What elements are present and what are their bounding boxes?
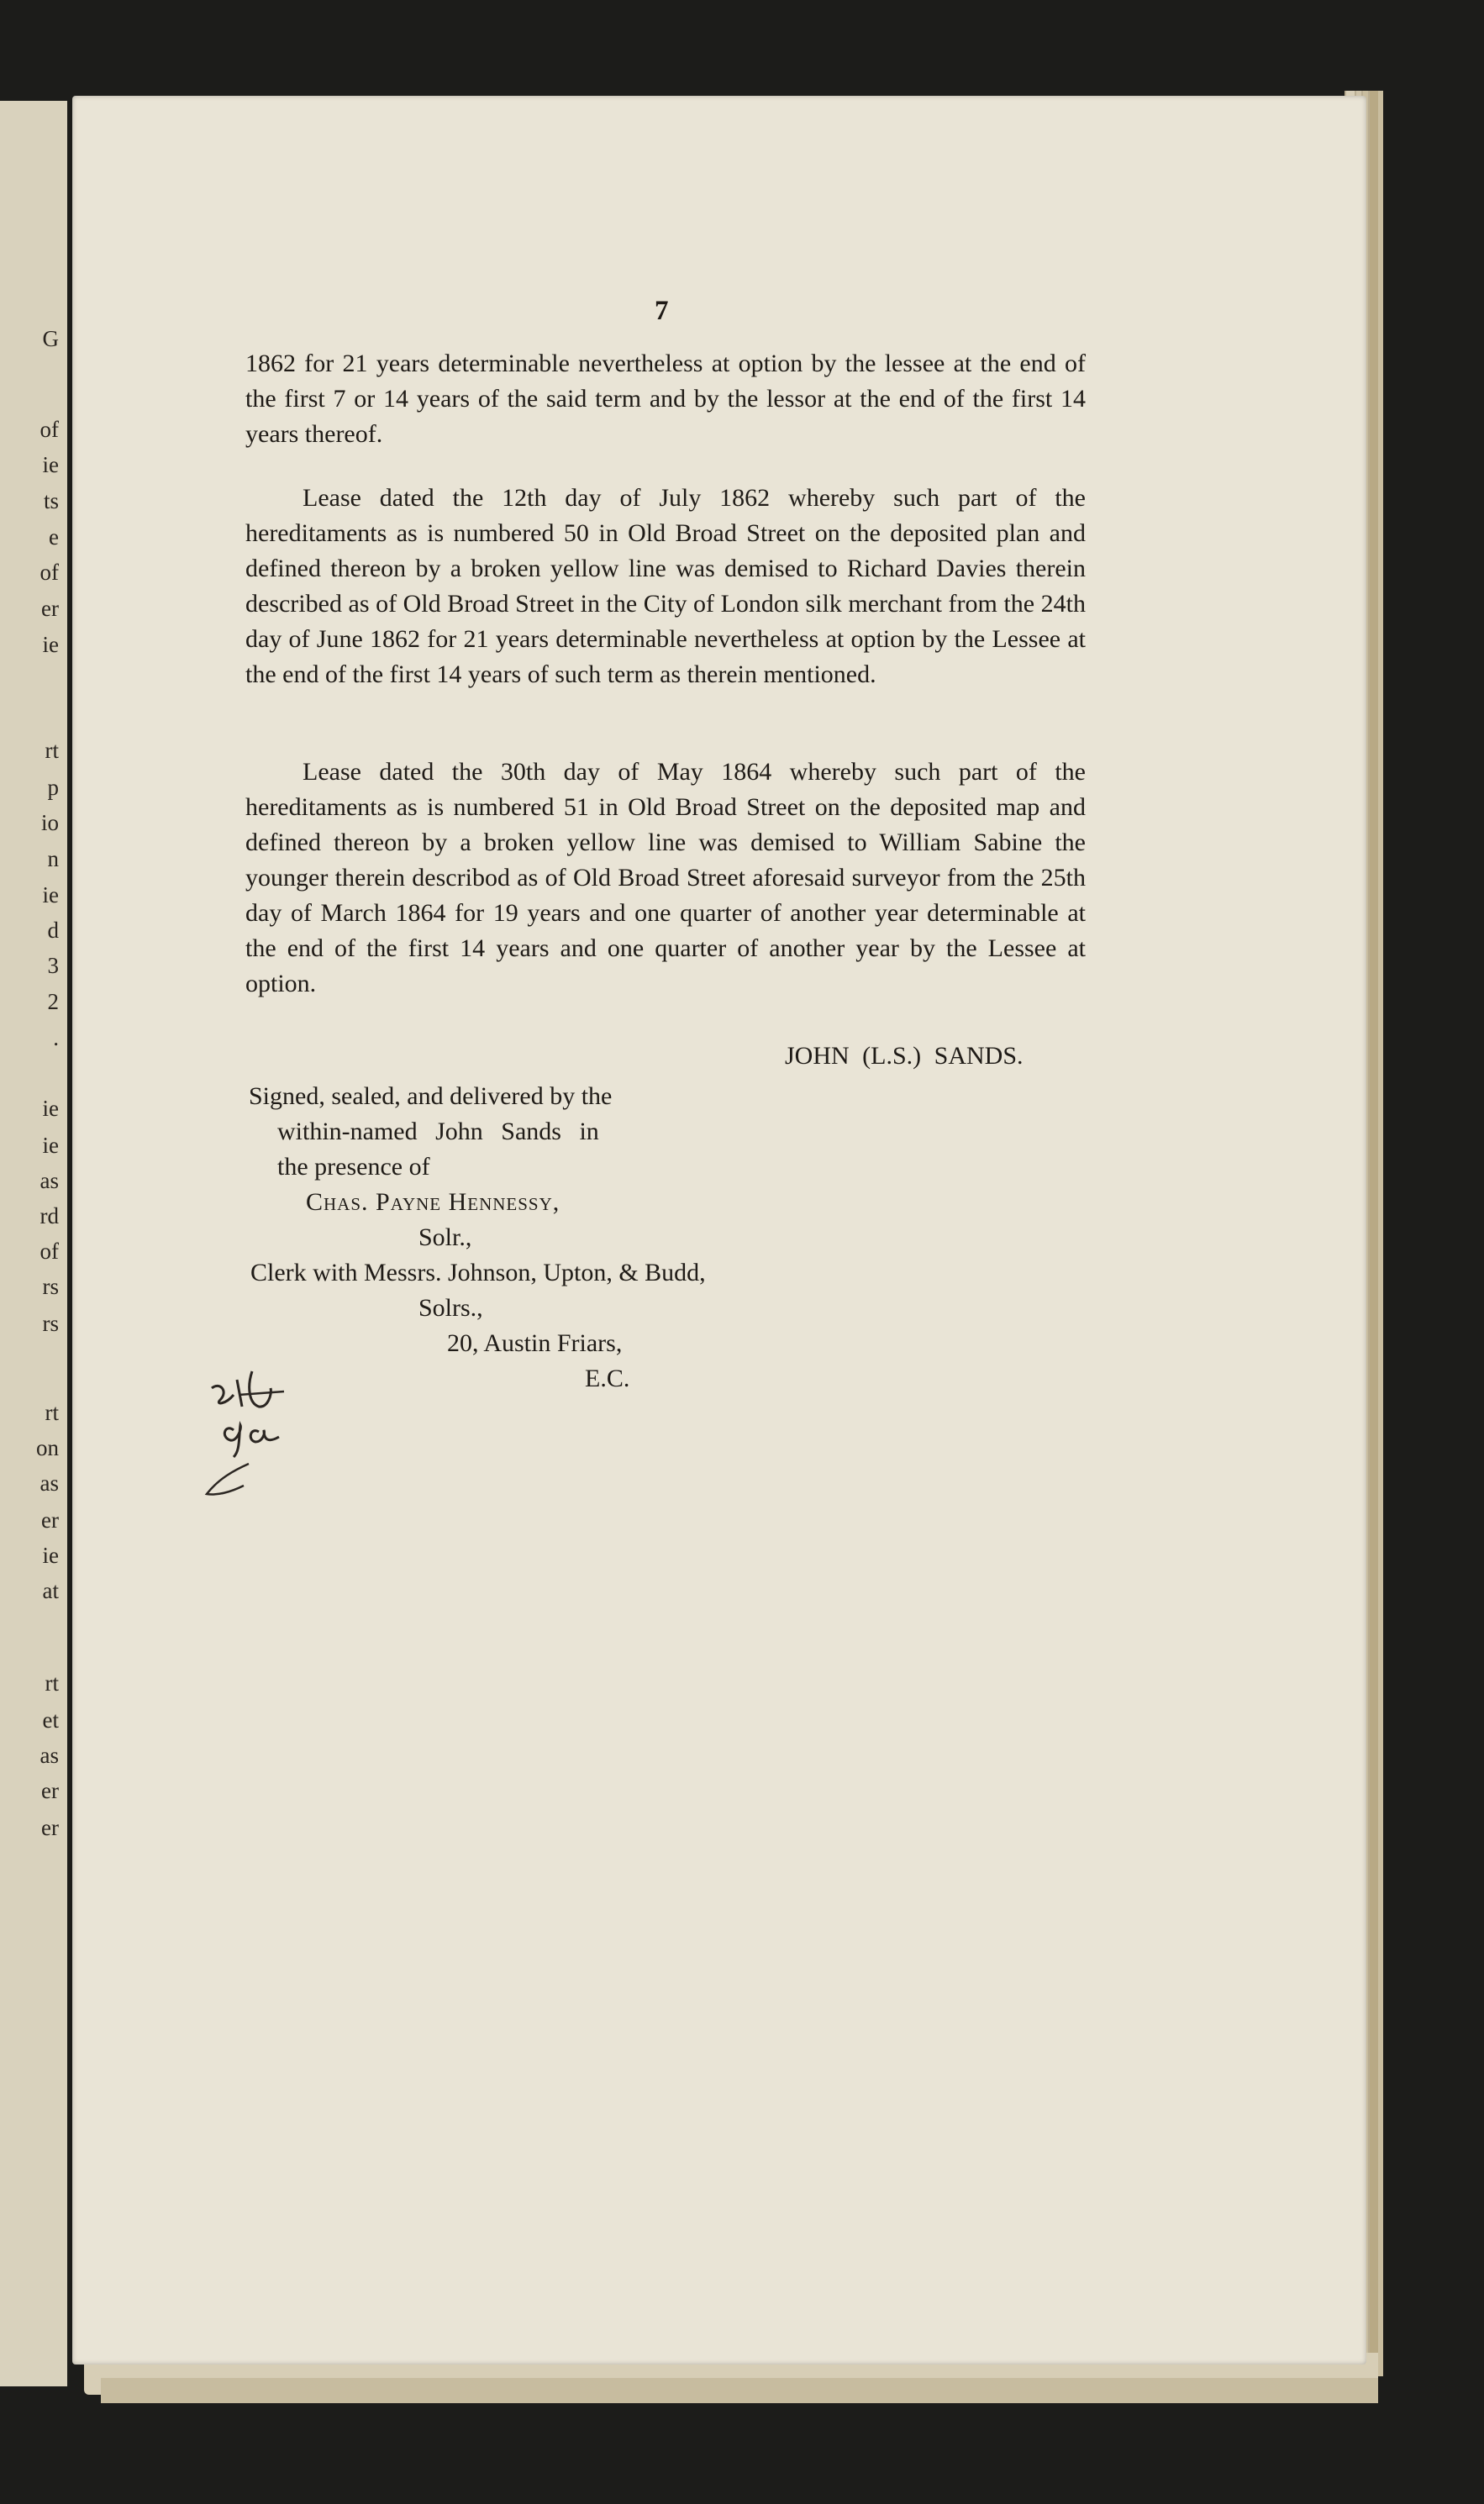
adjacent-page-text-fragment: rt — [45, 738, 59, 763]
signature-first-name: JOHN — [785, 1042, 850, 1070]
adjacent-page-text-fragment: d — [47, 918, 59, 943]
signature-seal: (L.S.) — [862, 1042, 922, 1070]
adjacent-page-text-fragment: 3 — [47, 953, 59, 978]
signature-last-name: SANDS. — [934, 1042, 1024, 1070]
witness-name: Chas. Payne Hennessy, — [306, 1188, 560, 1216]
adjacent-page-text-fragment: of — [39, 417, 59, 442]
attestation-line: Signed, sealed, and delivered by the — [249, 1082, 613, 1110]
adjacent-page-text-fragment: er — [41, 1815, 59, 1840]
clerk-line: Clerk with Messrs. Johnson, Upton, & Budd, — [250, 1259, 706, 1286]
adjacent-page-text-fragment: ie — [42, 1543, 59, 1568]
adjacent-page-text-fragment: rt — [45, 1670, 59, 1696]
adjacent-page-text-fragment: io — [40, 810, 59, 835]
adjacent-page-text-fragment: er — [41, 1778, 59, 1803]
adjacent-page-text-fragment: 2 — [47, 989, 59, 1014]
opening-paragraph: 1862 for 21 years determinable nevertheless at option by the lessee at the end of the first 7 or 14 years of the said term and by the lessor at the end of the first 14 years thereof. — [245, 350, 1086, 448]
adjacent-page-text-fragment: G — [42, 326, 59, 351]
adjacent-page-text-fragment: n — [47, 846, 59, 871]
page-stack-bottom — [101, 2378, 1378, 2403]
page-stack-edge — [1368, 91, 1378, 2376]
adjacent-page-text-fragment: . — [53, 1025, 59, 1050]
adjacent-page-text-fragment: er — [41, 1507, 59, 1533]
adjacent-page-text-fragment: rs — [42, 1311, 59, 1336]
adjacent-page-text-fragment: ie — [42, 882, 59, 907]
adjacent-page-text-fragment: rd — [39, 1203, 59, 1228]
attestation-line: the presence of — [277, 1153, 430, 1181]
adjacent-page-text-fragment: ie — [42, 1096, 59, 1121]
firm-title: Solrs., — [418, 1294, 483, 1322]
adjacent-page-text-fragment: e — [49, 524, 59, 550]
adjacent-page-text-fragment: er — [41, 596, 59, 621]
adjacent-page-text-fragment: ie — [42, 1133, 59, 1158]
adjacent-page-text-fragment: on — [36, 1435, 59, 1460]
handwritten-annotation — [200, 1370, 309, 1538]
firm-postal: E.C. — [585, 1365, 630, 1392]
lessor-signature — [785, 1042, 1024, 1071]
lease-paragraph: Lease dated the 30th day of May 1864 whereby such part of the hereditaments as is numbered 51 in Old Broad Street on the deposited map and defined thereon by a broken yellow line was demised to William Sabine the younger therein describod as of Old Broad Street aforesaid surveyor from the 25th day of March 1864 for 19 years and one quarter of another year determinable at the end of the first 14 years and one quarter of another year by the Lessee at option. — [245, 758, 1086, 997]
adjacent-page-text-fragment: of — [39, 560, 59, 585]
adjacent-page-text-fragment: p — [47, 775, 59, 800]
lease-paragraph: Lease dated the 12th day of July 1862 whereby such part of the hereditaments as is numbered 50 in Old Broad Street on the deposited plan and defined thereon by a broken yellow line was demised to Richard Davies therein described as of Old Broad Street in the City of London silk merchant from the 24th day of June 1862 for 21 years determinable nevertheless at option by the Lessee at the end of the first 14 years of such term as therein mentioned. — [245, 484, 1086, 688]
adjacent-page-text-fragment: at — [42, 1578, 59, 1603]
witness-title: Solr., — [418, 1223, 472, 1251]
adjacent-page-text-fragment: ie — [42, 452, 59, 477]
adjacent-page-strip — [0, 101, 67, 2386]
adjacent-page-text-fragment: rs — [42, 1274, 59, 1299]
adjacent-page-text-fragment: et — [42, 1707, 59, 1733]
attestation-line: within-named John Sands in — [277, 1118, 599, 1145]
adjacent-page-text-fragment: ie — [42, 632, 59, 657]
adjacent-page-text-fragment: as — [39, 1470, 59, 1496]
firm-address: 20, Austin Friars, — [447, 1329, 623, 1357]
adjacent-page-text-fragment: rt — [45, 1400, 59, 1425]
page-number: 7 — [655, 296, 669, 326]
adjacent-page-text-fragment: ts — [43, 488, 59, 513]
adjacent-page-text-fragment: as — [39, 1168, 59, 1193]
adjacent-page-text-fragment: of — [39, 1239, 59, 1264]
adjacent-page-text-fragment: as — [39, 1743, 59, 1768]
